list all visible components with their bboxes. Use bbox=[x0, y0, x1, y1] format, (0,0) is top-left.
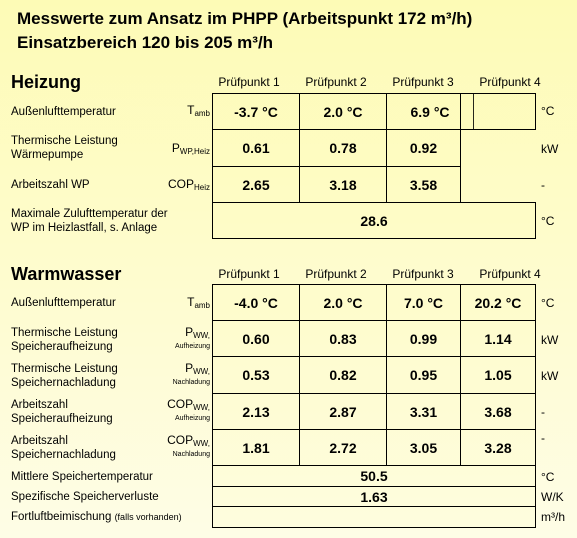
warmwasser-cell: 1.81 bbox=[212, 429, 300, 466]
heizung-cell: 6.9 °C bbox=[386, 93, 474, 130]
warmwasser-row-symbol: $P_{WW,}$ Nachladung bbox=[172, 361, 210, 386]
warmwasser-heading: Warmwasser bbox=[11, 264, 122, 284]
warmwasser-unit: °C bbox=[541, 296, 555, 310]
warmwasser-unit: kW bbox=[541, 369, 559, 383]
page-subtitle: Einsatzbereich 120 bis 205 m³/h bbox=[17, 33, 274, 52]
warmwasser-unit: kW bbox=[541, 333, 559, 347]
heizung-heading: Heizung bbox=[11, 72, 81, 92]
warmwasser-cell: 3.68 bbox=[460, 393, 536, 430]
warmwasser-row-label: Thermische Leistung Speichernachladung bbox=[11, 363, 118, 389]
heizung-cell: 3.58 bbox=[386, 166, 461, 203]
warmwasser-cell: 1.05 bbox=[460, 356, 536, 394]
warmwasser-cell: 2.13 bbox=[212, 393, 300, 430]
warmwasser-row-label: Außenlufttemperatur bbox=[11, 297, 116, 309]
warmwasser-row-symbol: $P_{WW,}$ Aufheizung bbox=[174, 325, 210, 350]
heizung-row-symbol: $T_{amb}$ bbox=[187, 103, 210, 118]
heizung-cell: -3.7 °C bbox=[212, 93, 300, 130]
heizung-col-2: Prüfpunkt 2 bbox=[305, 75, 367, 89]
heizung-cell: 0.92 bbox=[386, 129, 461, 167]
warmwasser-cell-merged: 1.63 bbox=[212, 486, 536, 507]
heizung-col-3: Prüfpunkt 3 bbox=[392, 75, 454, 89]
heizung-row-label: Maximale Zulufttemperatur der WP im Heizlastfall, s. Anlage bbox=[11, 208, 168, 234]
heizung-cell-empty bbox=[460, 93, 536, 130]
heizung-row-label: Außenlufttemperatur bbox=[11, 106, 116, 118]
heizung-row-label: Thermische Leistung Wärmepumpe bbox=[11, 135, 118, 161]
warmwasser-cell: 7.0 °C bbox=[386, 284, 461, 321]
warmwasser-cell-merged bbox=[212, 506, 536, 528]
heizung-row-symbol: $P_{WP,Heiz}$ bbox=[171, 141, 210, 156]
warmwasser-col-4: Prüfpunkt 4 bbox=[479, 267, 541, 281]
heizung-cell-merged: 28.6 bbox=[212, 202, 536, 239]
heizung-cell: 2.0 °C bbox=[299, 93, 387, 130]
warmwasser-unit: - bbox=[541, 431, 545, 445]
warmwasser-cell: 3.28 bbox=[460, 429, 536, 466]
warmwasser-cell: 2.72 bbox=[299, 429, 387, 466]
warmwasser-cell: 0.83 bbox=[299, 320, 387, 357]
warmwasser-cell: 0.95 bbox=[386, 356, 461, 394]
heizung-cell: 0.78 bbox=[299, 129, 387, 167]
warmwasser-row-symbol: $COP_{WW,}$ Nachladung bbox=[167, 433, 210, 458]
heizung-cell: 3.18 bbox=[299, 166, 387, 203]
heizung-unit: °C bbox=[541, 214, 555, 228]
warmwasser-row-label: Spezifische Speicherverluste bbox=[11, 491, 159, 503]
warmwasser-row-label: Mittlere Speichertemperatur bbox=[11, 471, 153, 483]
warmwasser-row-symbol: $COP_{WW,}$ Aufheizung bbox=[167, 397, 210, 422]
heizung-unit: - bbox=[541, 178, 545, 192]
heizung-col-1: Prüfpunkt 1 bbox=[218, 75, 280, 89]
warmwasser-unit: m³/h bbox=[541, 510, 565, 524]
warmwasser-unit: °C bbox=[541, 470, 555, 484]
warmwasser-cell: 3.31 bbox=[386, 393, 461, 430]
warmwasser-cell-merged: 50.5 bbox=[212, 465, 536, 487]
warmwasser-col-3: Prüfpunkt 3 bbox=[392, 267, 454, 281]
heizung-row-symbol: $COP_{Heiz}$ bbox=[167, 177, 210, 192]
warmwasser-col-1: Prüfpunkt 1 bbox=[218, 267, 280, 281]
warmwasser-cell: -4.0 °C bbox=[212, 284, 300, 321]
heizung-cell: 0.61 bbox=[212, 129, 300, 167]
warmwasser-row-label: Arbeitszahl Speicheraufheizung bbox=[11, 399, 113, 425]
warmwasser-cell: 0.60 bbox=[212, 320, 300, 357]
warmwasser-cell: 2.87 bbox=[299, 393, 387, 430]
warmwasser-cell: 1.14 bbox=[460, 320, 536, 357]
heizung-unit: °C bbox=[541, 104, 555, 118]
warmwasser-row-label: Arbeitszahl Speichernachladung bbox=[11, 435, 116, 461]
warmwasser-unit: W/K bbox=[541, 490, 564, 504]
warmwasser-cell: 0.53 bbox=[212, 356, 300, 394]
warmwasser-cell: 0.99 bbox=[386, 320, 461, 357]
heizung-row-label: Arbeitszahl WP bbox=[11, 179, 90, 191]
heizung-col-4: Prüfpunkt 4 bbox=[479, 75, 541, 89]
warmwasser-cell: 3.05 bbox=[386, 429, 461, 466]
warmwasser-cell: 0.82 bbox=[299, 356, 387, 394]
heizung-unit: kW bbox=[541, 142, 559, 156]
warmwasser-col-2: Prüfpunkt 2 bbox=[305, 267, 367, 281]
warmwasser-cell: 20.2 °C bbox=[460, 284, 536, 321]
heizung-cell: 2.65 bbox=[212, 166, 300, 203]
warmwasser-row-label: Fortluftbeimischung (falls vorhanden) bbox=[11, 511, 182, 523]
warmwasser-row-symbol: $T_{amb}$ bbox=[187, 295, 210, 310]
warmwasser-row-label: Thermische Leistung Speicheraufheizung bbox=[11, 327, 118, 353]
page-title: Messwerte zum Ansatz im PHPP (Arbeitspunkt 172 m³/h) bbox=[17, 9, 473, 28]
warmwasser-unit: - bbox=[541, 405, 545, 419]
warmwasser-cell: 2.0 °C bbox=[299, 284, 387, 321]
